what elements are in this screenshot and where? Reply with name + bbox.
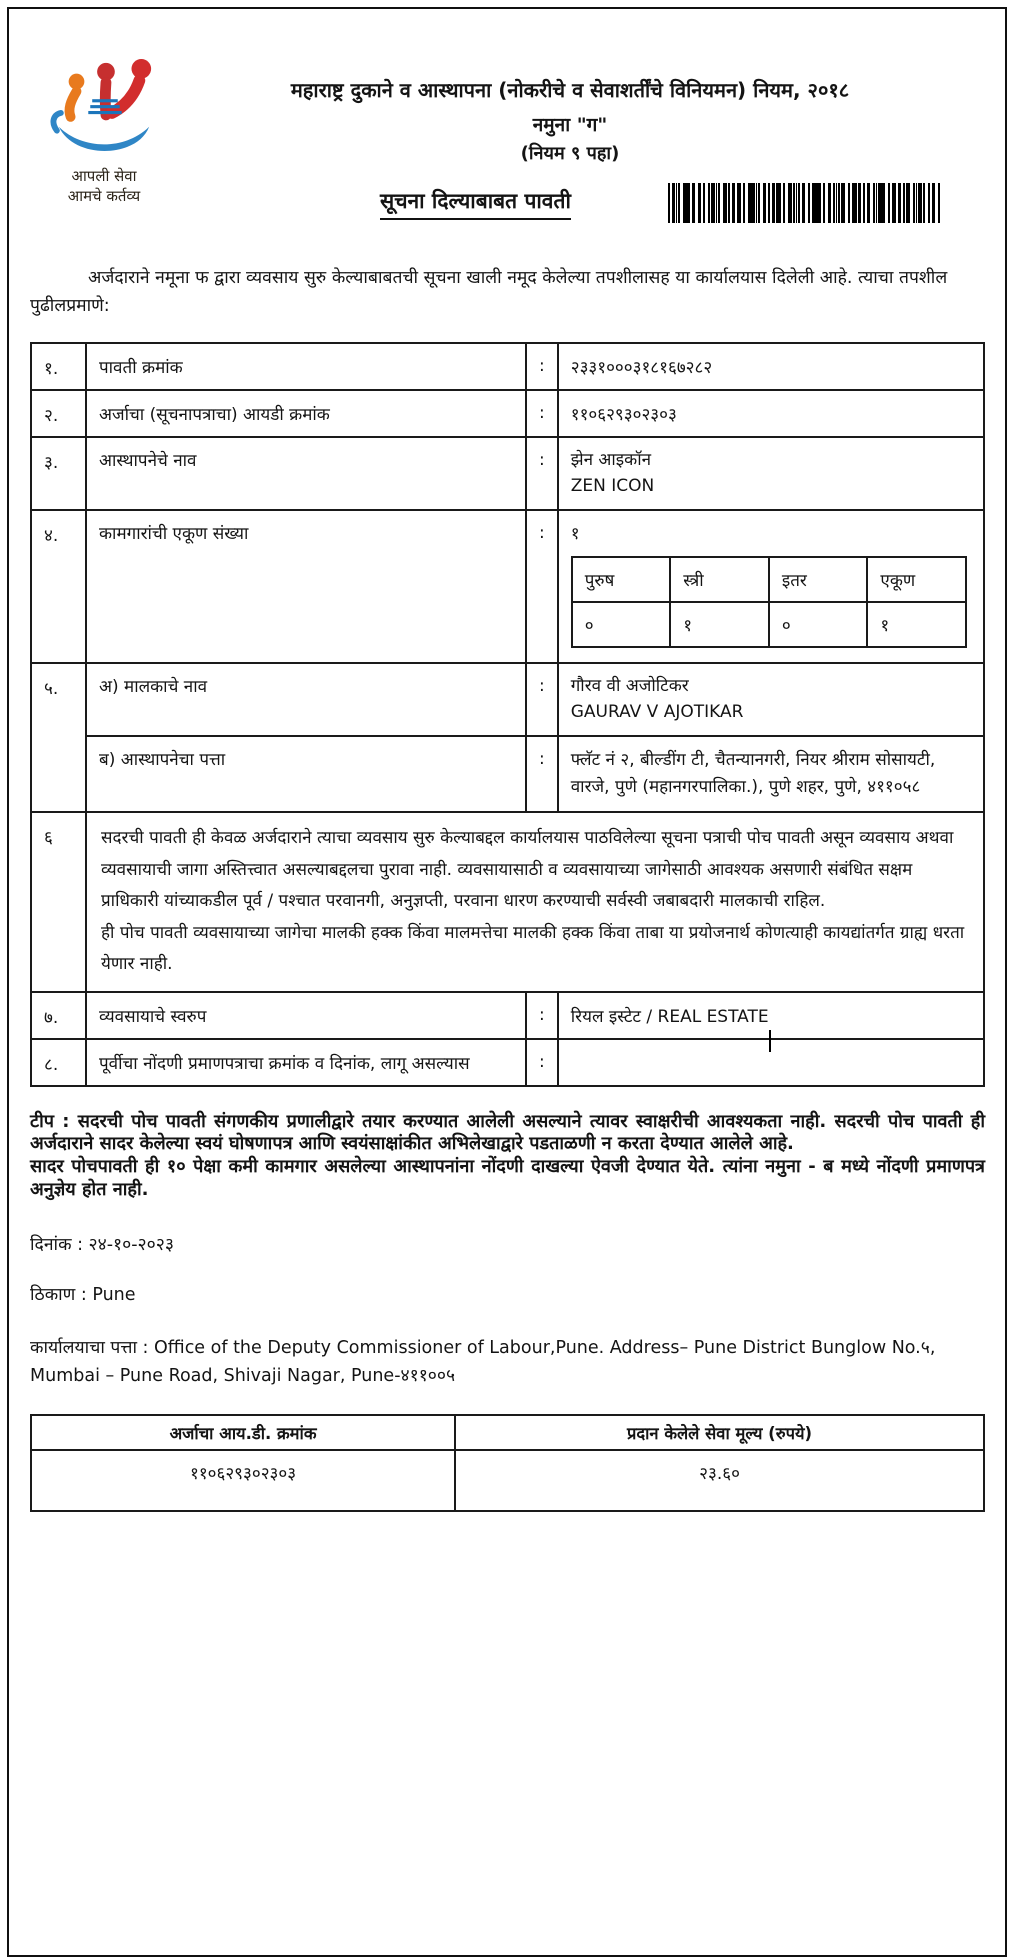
row-value: २३३१०००३१८१६७२८२ (558, 343, 984, 390)
row-value (558, 437, 984, 510)
note-section (30, 1111, 985, 1202)
row-label: ब) आस्थापनेचा पत्ता (86, 736, 526, 812)
row-number: १. (31, 343, 86, 390)
header-titles (155, 48, 985, 165)
office-address-line: कार्यालयाचा पत्ता : Office of the Deputy Commissioner of Labour,Pune. Address– Pune District Bunglow No.५, Mumbai – Pune Road, Shivaji Nagar, Pune-४११००५ (30, 1338, 936, 1386)
row-business-nature (31, 992, 984, 1039)
note-line-1: टीप : सदरची पोच पावती संगणकीय प्रणालीद्वारे तयार करण्यात आलेली असल्याने त्यावर स्वाक्षरीची आवश्यकता नाही. सदरची पोच पावती ही अर्जदाराने सादर केलेल्या स्वयं घोषणापत्र आणि स्वयंसाक्षांकीत अभिलेखाद्वारे पडताळणी न करता देण्यात आलेले आहे. (30, 1110, 985, 1155)
row-label: आस्थापनेचे नाव (86, 437, 526, 510)
logo-caption-line1: आपली सेवा (71, 167, 137, 185)
owner-name-marathi: गौरव वी अजोटिकर (570, 676, 689, 696)
workers-breakdown-table (571, 556, 967, 648)
details-table (30, 342, 985, 1087)
establishment-name-marathi: झेन आइकॉन (570, 450, 652, 470)
row-label: पूर्वीचा नोंदणी प्रमाणपत्राचा क्रमांक व दिनांक, लागू असल्यास (86, 1039, 526, 1086)
workers-header-male: पुरुष (572, 557, 671, 602)
workers-value-female: १ (670, 602, 769, 647)
row-disclaimer (31, 812, 984, 991)
row-number: ६ (31, 812, 86, 991)
row-number: ५. (31, 663, 86, 812)
colon-separator: : (526, 390, 558, 437)
row-label: पावती क्रमांक (86, 343, 526, 390)
row-number: ४. (31, 510, 86, 663)
document-title: महाराष्ट्र दुकाने व आस्थापना (नोकरीचे व सेवाशर्तींचे विनियमन) नियम, २०१८ (290, 78, 850, 102)
row-value (558, 1039, 984, 1086)
row-number: ८. (31, 1039, 86, 1086)
row-value (558, 663, 984, 736)
row-number: २. (31, 390, 86, 437)
rule-reference: (नियम ९ पहा) (520, 143, 620, 164)
document-header (30, 48, 985, 238)
scan-artifact-mark (769, 1030, 771, 1052)
logo-caption-line2: आमचे कर्तव्य (67, 187, 141, 206)
establishment-name-english: ZEN ICON (570, 475, 655, 496)
barcode (668, 183, 940, 223)
workers-value-total: १ (867, 602, 966, 647)
fee-table-value-row (31, 1450, 984, 1511)
row-value: फ्लॅट नं २, बील्डींग टी, चैतन्यानगरी, नियर श्रीराम सोसायटी, वारजे, पुणे (महानगरपालिका.), पुणे शहर, पुणे, ४११०५८ (558, 736, 984, 812)
colon-separator: : (526, 992, 558, 1039)
fee-header-application-id: अर्जाचा आय.डी. क्रमांक (31, 1415, 455, 1450)
intro-paragraph: अर्जदाराने नमूना फ द्वारा व्यवसाय सुरु केल्याबाबतची सूचना खाली नमूद केलेल्या तपशीलासह या कार्यालयास दिलेली आहे. त्याचा तपशील पुढीलप्रमाणे: (30, 268, 948, 316)
row-value (558, 510, 984, 663)
row-value: ११०६२९३०२३०३ (558, 390, 984, 437)
row-establishment-address (31, 736, 984, 812)
workers-header-other: इतर (769, 557, 868, 602)
row-number: ७. (31, 992, 86, 1039)
row-receipt-number (31, 343, 984, 390)
row-owner-name (31, 663, 984, 736)
row-label: अ) मालकाचे नाव (86, 663, 526, 736)
row-label: अर्जाचा (सूचनापत्राचा) आयडी क्रमांक (86, 390, 526, 437)
row-establishment-name (31, 437, 984, 510)
row-value: रियल इस्टेट / REAL ESTATE (558, 992, 984, 1039)
date-line: दिनांक : २४-१०-२०२३ (30, 1235, 174, 1255)
disclaimer-text (86, 812, 984, 991)
receipt-title: सूचना दिल्याबाबत पावती (380, 187, 571, 220)
colon-separator: : (526, 663, 558, 736)
workers-header-row (572, 557, 966, 602)
owner-name-english: GAURAV V AJOTIKAR (570, 701, 744, 722)
workers-value-male: ० (572, 602, 671, 647)
total-worker-count: १ (570, 524, 580, 544)
colon-separator: : (526, 1039, 558, 1086)
fee-table-header-row (31, 1415, 984, 1450)
fee-table (30, 1414, 985, 1512)
workers-header-female: स्त्री (670, 557, 769, 602)
row-label: व्यवसायाचे स्वरुप (86, 992, 526, 1039)
place-line: ठिकाण : Pune (30, 1285, 136, 1305)
disclaimer-paragraph-2: ही पोच पावती व्यवसायाच्या जागेचा मालकी हक्क किंवा मालमत्तेचा मालकी हक्क किंवा ताबा या प्रयोजनार्थ कोणत्याही कायद्यांतर्गत ग्राह्य धरता येणार नाही. (101, 922, 965, 975)
row-application-id (31, 390, 984, 437)
logo-graphic (45, 56, 163, 164)
fee-value-application-id: ११०६२९३०२३०३ (31, 1450, 455, 1511)
disclaimer-paragraph-1: सदरची पावती ही केवळ अर्जदाराने त्याचा व्यवसाय सुरु केल्याबद्दल कार्यालयास पाठविलेल्या सूचना पत्राची पोच पावती असून व्यवसाय अथवा व्यवसायाची जागा अस्तित्त्वात असल्याबद्दलचा पुरावा नाही. व्यवसायासाठी व व्यवसायाच्या जागेसाठी आवश्यक असणारी संबंधित सक्षम प्राधिकारी यांच्याकडील पूर्व / पश्चात परवानगी, अनुज्ञप्ती, परवाना धारण करण्याची सर्वस्वी जबाबदारी मालकाची राहिल. (101, 828, 954, 912)
colon-separator: : (526, 343, 558, 390)
colon-separator: : (526, 510, 558, 663)
colon-separator: : (526, 437, 558, 510)
fee-header-service-fee: प्रदान केलेले सेवा मूल्य (रुपये) (455, 1415, 984, 1450)
colon-separator: : (526, 736, 558, 812)
receipt-title-row (30, 183, 985, 231)
workers-value-row (572, 602, 966, 647)
row-number: ३. (31, 437, 86, 510)
row-label: कामगारांची एकूण संख्या (86, 510, 526, 663)
workers-header-total: एकूण (867, 557, 966, 602)
fee-value-service-fee: २३.६० (455, 1450, 984, 1511)
form-name: नमुना "ग" (532, 114, 608, 136)
row-previous-registration (31, 1039, 984, 1086)
note-line-2: सादर पोचपावती ही १० पेक्षा कमी कामगार असलेल्या आस्थापनांना नोंदणी दाखल्या ऐवजी देण्यात येते. त्यांना नमुना - ब मध्ये नोंदणी प्रमाणपत्र अनुज्ञेय होत नाही. (30, 1156, 985, 1201)
row-worker-count (31, 510, 984, 663)
workers-value-other: ० (769, 602, 868, 647)
